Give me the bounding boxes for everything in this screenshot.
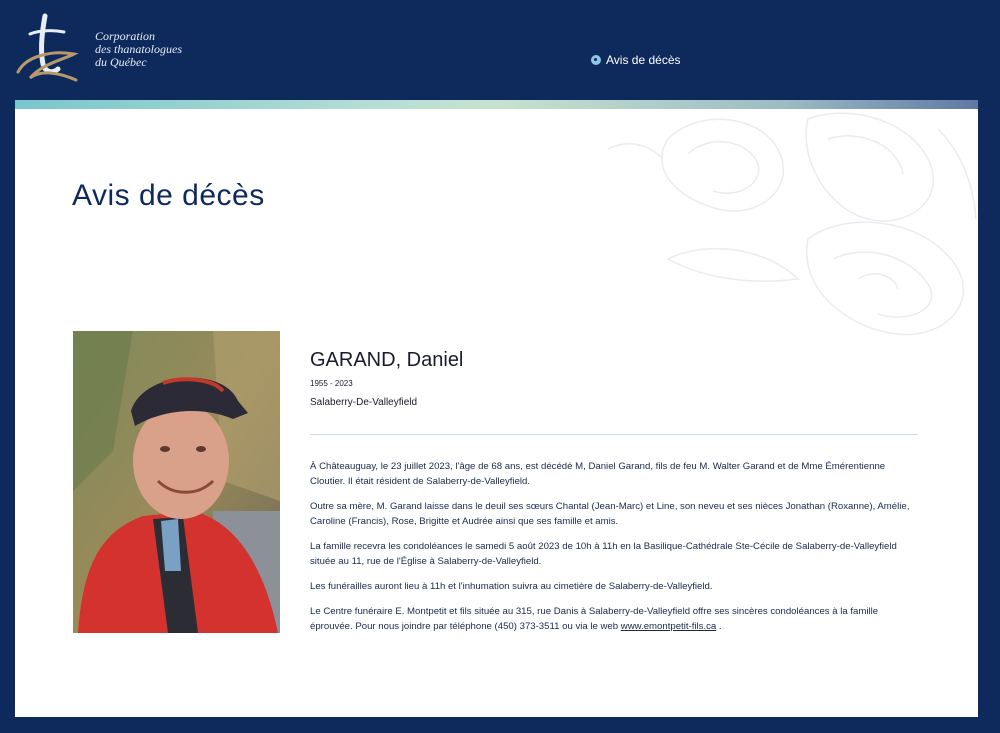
contact-text-end: . bbox=[716, 621, 722, 632]
deceased-years: 1955 - 2023 bbox=[310, 379, 353, 388]
obituary-paragraph: À Châteauguay, le 23 juillet 2023, l'âge de 68 ans, est décédé M, Daniel Garand, fils de feu M. Walter Garand et de Mme Émérentienne Cloutier. Il était résident de Salaberry-de-Valleyfield. bbox=[310, 461, 886, 487]
logo-line: du Québec bbox=[95, 55, 147, 69]
logo-line: Corporation bbox=[95, 29, 156, 43]
search-icon bbox=[591, 55, 601, 65]
contact-text: Le Centre funéraire E. Montpetit et fils située au 315, rue Danis à Salaberry-de-Valleyfield offre ses sincères condoléances à la famille éprouvée. Pour nous joindre par téléphone (450) 373-3511 ou via le web bbox=[310, 606, 879, 632]
logo-text bbox=[95, 30, 182, 69]
deceased-photo bbox=[73, 331, 280, 633]
logo-line: des thanatologues bbox=[95, 42, 182, 56]
logo-icon[interactable] bbox=[12, 12, 82, 84]
gradient-divider bbox=[15, 100, 978, 109]
deceased-details bbox=[310, 349, 920, 408]
website-link[interactable]: www.emontpetit-fils.ca bbox=[620, 621, 717, 632]
section-divider bbox=[310, 434, 918, 435]
site-header bbox=[0, 0, 1000, 100]
obituary-paragraph: Outre sa mère, M. Garand laisse dans le deuil ses sœurs Chantal (Jean-Marc) et Line, son neveu et ses nièces Jonathan (Roxanne), Amélie, Caroline (Francis), Rose, Brigitte et Audrée ainsi que ses famille et amis. bbox=[310, 501, 910, 527]
main-content bbox=[15, 109, 978, 717]
nav-link-avis-de-deces[interactable] bbox=[591, 53, 681, 67]
nav-link-label: Avis de décès bbox=[606, 53, 681, 67]
obituary-text bbox=[310, 459, 922, 644]
floral-decoration-icon bbox=[608, 109, 978, 339]
obituary-paragraph-contact bbox=[310, 604, 922, 634]
deceased-location: Salaberry-De-Valleyfield bbox=[310, 397, 418, 408]
deceased-name: GARAND, Daniel bbox=[310, 349, 464, 371]
obituary-paragraph: Les funérailles auront lieu à 11h et l'inhumation suivra au cimetière de Salaberry-de-Valleyfield. bbox=[310, 581, 713, 592]
page-title: Avis de décès bbox=[72, 179, 265, 212]
obituary-paragraph: La famille recevra les condoléances le samedi 5 août 2023 de 10h à 11h en la Basilique-Cathédrale Ste-Cécile de Salaberry-de-Valleyfield située au 11, rue de l'Église à Salaberry-de-Valleyfield. bbox=[310, 541, 897, 567]
